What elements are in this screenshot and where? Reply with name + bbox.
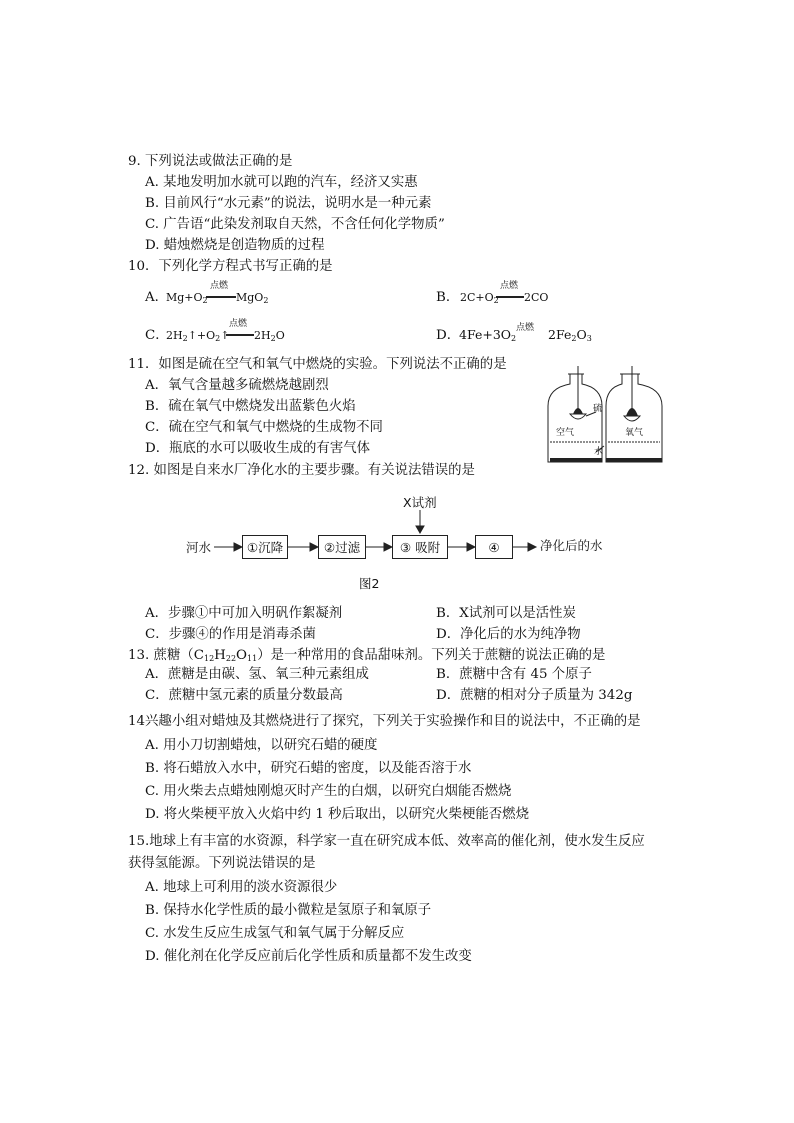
q13-stem: 13. 蔗糖$(C_{12}H_{22}O_{11})$是一种常用的食品甜味剂。下列关于蔗糖的说法正确的是 — [128, 648, 606, 663]
q13-option-d: D．蔗糖的相对分子质量为 342g — [436, 688, 633, 703]
q10-option-a-equals — [206, 296, 236, 298]
q14-option-a: A. 用小刀切割蜡烛，以研究石蜡的硬度 — [145, 738, 378, 753]
q10-option-d-condition: 点燃 — [516, 323, 535, 333]
q15-stem-line-1: 15.地球上有丰富的水资源，科学家一直在研究成本低、效率高的催化剂，使水发生反应 — [128, 834, 645, 849]
diagram-output: 净化后的水 — [540, 538, 603, 553]
flame-icon — [626, 408, 638, 416]
q10-option-a-condition: 点燃 — [210, 281, 229, 291]
q10-option-c-equation: $2H_2↑+O_2↑$ — [166, 329, 230, 343]
q13-option-a: A．蔗糖是由碳、氢、氧三种元素组成 — [145, 667, 369, 682]
q15-stem-line-2: 获得氢能源。下列说法错误的是 — [128, 856, 316, 871]
q10-option-b-product: 2CO — [524, 291, 549, 304]
q12-stem: 12. 如图是自来水厂净化水的主要步骤。有关说法错误的是 — [128, 463, 475, 478]
q12-option-c: C．步骤④的作用是消毒杀菌 — [145, 627, 316, 642]
diagram-step-3: ③ 吸附 — [392, 535, 448, 559]
q15-option-d: D. 催化剂在化学反应前后化学性质和质量都不发生改变 — [145, 949, 472, 964]
q13-option-c: C．蔗糖中氢元素的质量分数最高 — [145, 688, 343, 703]
q15-option-a: A. 地球上可利用的淡水资源很少 — [145, 880, 338, 895]
q15-option-b: B. 保持水化学性质的最小微粒是氢原子和氧原子 — [145, 903, 432, 918]
q11-option-b: B．硫在氧气中燃烧发出蓝紫色火焰 — [145, 399, 356, 414]
figure-label-oxygen: 氧气 — [625, 428, 644, 438]
flame-icon — [573, 408, 583, 414]
figure-label-sulfur: 硫 — [593, 404, 603, 414]
q10-option-c-condition: 点燃 — [229, 319, 248, 329]
q9-option-d: D. 蜡烛燃烧是创造物质的过程 — [145, 238, 325, 253]
q14-option-b: B. 将石蜡放入水中，研究石蜡的密度，以及能否溶于水 — [145, 761, 472, 776]
q10-option-b-label: B． — [436, 290, 460, 305]
q12-option-a: A．步骤①中可加入明矾作絮凝剂 — [145, 606, 343, 621]
q11-option-d: D．瓶底的水可以吸收生成的有害气体 — [145, 441, 370, 456]
q11-option-a: A．氧气含量越多硫燃烧越剧烈 — [145, 378, 329, 393]
diagram-reagent-label: X试剂 — [403, 495, 437, 510]
q10-option-b-condition: 点燃 — [500, 281, 519, 291]
q14-option-d: D. 将火柴梗平放入火焰中约 1 秒后取出，以研究火柴梗能否燃烧 — [145, 807, 529, 822]
figure-label-air: 空气 — [556, 428, 575, 438]
diagram-step-2: ②过滤 — [318, 535, 366, 559]
q10-option-a-label: A． — [145, 290, 169, 305]
q14-stem: 14兴趣小组对蜡烛及其燃烧进行了探究，下列关于实验操作和目的说法中，不正确的是 — [128, 714, 641, 729]
diagram-step-4: ④ — [475, 535, 513, 559]
figure-label-water: 水 — [594, 447, 604, 457]
q10-option-d-equation: $4Fe+3O_2$ — [459, 327, 517, 343]
q9-option-c: C. 广告语“此染发剂取自天然，不含任何化学物质” — [145, 217, 445, 232]
q10-option-b-equation: $2C+O_2$ — [460, 291, 499, 305]
q11-stem: 11．如图是硫在空气和氧气中燃烧的实验。下列说法不正确的是 — [128, 357, 507, 372]
q11-option-c: C．硫在空气和氧气中燃烧的生成物不同 — [145, 420, 383, 435]
q9-option-a: A. 某地发明加水就可以跑的汽车，经济又实惠 — [145, 175, 418, 190]
diagram-caption: 图2 — [359, 576, 380, 591]
q10-option-c-equals — [226, 334, 254, 336]
q10-option-b-equals — [496, 296, 524, 298]
sulfur-combustion-figure — [540, 366, 670, 466]
q10-stem: 10．下列化学方程式书写正确的是 — [128, 259, 333, 274]
q10-option-c-label: C． — [145, 328, 169, 343]
q10-option-d-label: D． — [436, 328, 461, 343]
q10-option-c-product: $2H_2O$ — [254, 329, 285, 343]
q15-option-c: C. 水发生反应生成氢气和氧气属于分解反应 — [145, 926, 405, 941]
q13-option-b: B．蔗糖中含有 45 个原子 — [436, 667, 592, 682]
diagram-step-1: ①沉降 — [242, 535, 288, 559]
q12-option-b: B．X试剂可以是活性炭 — [436, 606, 576, 621]
q12-option-d: D．净化后的水为纯净物 — [436, 627, 581, 642]
q10-option-a-equation: $Mg+O_2$ — [166, 291, 208, 305]
q9-option-b: B. 目前风行“水元素”的说法，说明水是一种元素 — [145, 196, 432, 211]
q10-option-a-product: MgO$_2$ — [236, 291, 269, 305]
q9-stem: 9. 下列说法或做法正确的是 — [128, 154, 293, 169]
q14-option-c: C. 用火柴去点蜡烛刚熄灭时产生的白烟，以研究白烟能否燃烧 — [145, 784, 512, 799]
diagram-source: 河水 — [186, 540, 212, 555]
q10-option-d-product: $2Fe_2O_3$ — [548, 327, 592, 343]
